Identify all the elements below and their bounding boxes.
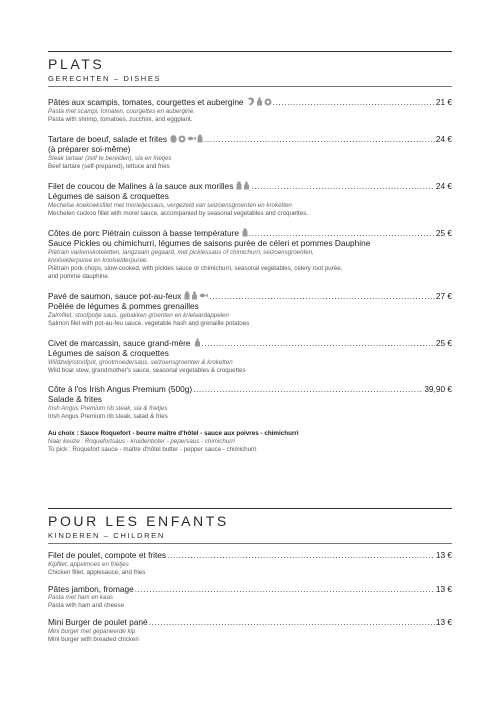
dish-price: 13 € [435,550,452,560]
mustard-icon [178,134,186,146]
dot-leader [135,584,435,595]
kids-dish-item [48,617,452,644]
celery-icon [191,291,198,303]
celery-icon [243,181,250,193]
dish-description-nl: Pasta met scampi, tomaten, courgettes en aubergine. [48,107,195,115]
dish-description-en: Mini burger with breaded chicken [48,635,139,643]
dish-description-nl: Mini burger met gepaneerde kip [48,627,136,635]
dish-name: Mini Burger de poulet pané [48,617,148,627]
dish-description-nl: Steak tartaar (zelf te bereiden), sla en frietjes [48,154,172,162]
dot-leader [149,617,435,628]
choice-fr: Au choix : Sauce Roquefort - beurre maître d'hôtel - sauce aux poivres - chimichurri [48,429,299,437]
celery-icon [256,97,263,109]
dish-row [48,384,452,395]
section-title: PLATS [48,56,105,72]
allergen-icons [242,228,248,240]
dot-leader [167,550,435,561]
dish-price: 21 € [435,97,452,107]
dish-description-nl: Zalmfilet, stoofpotje saus, gebakken groenten en krielaardappelen [48,311,229,319]
dish-item [48,133,452,171]
section-subtitle: GERECHTEN – DISHES [48,74,162,83]
dish-price: 27 € [435,290,452,301]
dish-row [48,617,452,628]
dish-item [48,180,452,218]
dish-row [48,133,452,145]
enfants-section [48,508,452,644]
dish-description-en: Piëtrain pork chops, slow-cooked, with pickles sauce or chimichurri, seasonal vegetables, celery root purée, [48,264,343,272]
subtitle-rule [48,543,452,544]
dish-description-en: Mechelen cuckoo fillet with morel sauce, accompanied by seasonal vegetables and croquettes. [48,209,309,217]
dot-leader [273,97,435,108]
allergen-icons [194,338,201,350]
dish-item [48,227,452,281]
shrimp-icon [247,97,255,109]
dish-description-en: Pasta with shrimp, tomatoes, zucchini, and eggplant. [48,115,193,123]
dish-row [48,180,452,192]
mustard-icon [264,97,272,109]
dish-name: Pavé de saumon, sauce pot-au-feux [48,290,182,301]
dish-description-en: Irish Angus Premium rib steak, salad & fries [48,412,168,420]
dish-description-en: Salmon filet with pot-au-feu sauce, vegetable hash and grenaille potatoes [48,319,250,327]
section-rule [48,51,452,52]
section-title: POUR LES ENFANTS [48,513,229,529]
dish-description-nl: Irish Angus Premium rib steak, sla & frietjes [48,404,168,412]
dish-garnish: Légumes de saison & croquettes [48,348,169,358]
sauce-choice [48,430,452,454]
dish-price: 25 € [435,227,452,238]
milk-icon [236,181,242,193]
dish-description-en: Wild boar stew, grandmother's sauce, seasonal vegetables & croquettes [48,366,246,374]
plats-section [48,51,452,454]
choice-en: To pick : Roquefort sauce - maître d'hôtel butter - pepper sauce - chimichurri [48,445,257,453]
allergen-icons [170,134,203,146]
dish-price: 25 € [435,337,452,348]
dish-garnish: Salade & frites [48,394,102,404]
dish-name: Pâtes jambon, fromage [48,583,134,594]
dish-item [48,96,452,124]
dish-name: Civet de marcassin, sauce grand-mère [48,337,191,348]
dish-description-nl: Piëtrain varkenskoteletten, langzaam gegaard, met picklessaus of chimichurri, seizoensgroenten, [48,248,314,256]
dish-price: 39,90 € [424,383,452,394]
dish-row [48,337,452,349]
dish-row [48,550,452,561]
dish-description-nl: Mechelse koekoeksfilet met morieljessaus, vergezeld van seizoensgroenten en kroketten [48,201,292,209]
celery-icon [194,338,201,350]
dot-leader [209,291,435,302]
section-subtitle: KINDEREN – CHILDREN [48,531,165,540]
dish-row [48,227,452,239]
dish-list [48,96,452,421]
section-rule [48,508,452,509]
dish-item [48,290,452,328]
dish-description-nl: Kipfilet, appelmoes en frietjes [48,560,129,568]
fish-icon [187,134,196,146]
fish-icon [199,291,208,303]
dot-leader [251,181,434,192]
choice-nl: Naar keuze : Roquefortsaus - kruidenboter - pepersaus - chimichurri [48,437,235,445]
allergen-icons [247,97,272,109]
dish-description-nl: Wildzwijnstoofpot, grootmoedersaus, seizoensgroenten & kroketten [48,358,233,366]
kids-dish-item [48,584,452,611]
dish-name: Côtes de porc Piétrain cuisson à basse température [48,227,239,238]
dish-description-en: Pasta with ham and cheese [48,602,125,609]
kids-dish-list [48,550,452,644]
dish-price: 13 € [435,583,452,594]
dish-name: Côte à l'os Irish Angus Premium (500g) [48,383,193,394]
dish-name: Pâtes aux scampis, tomates, courgettes et aubergine [48,97,244,107]
dot-leader [202,338,435,349]
allergen-icons [184,291,208,303]
dish-row [48,290,452,302]
dish-price: 24 € [435,180,452,191]
dish-price: 24 € [435,133,452,144]
dish-garnish: Poêlée de légumes & pommes grenailles [48,301,199,311]
dish-price: 13 € [435,617,452,627]
dish-description-nl: knolselderpuree en knolselderpuree. [48,256,149,264]
dish-garnish: (à préparer soi-même) [48,144,131,154]
dish-name: Filet de coucou de Malines à la sauce aux morilles [48,180,234,191]
dot-leader [204,134,435,145]
kids-dish-item [48,550,452,577]
milk-icon [184,291,190,303]
dish-row [48,584,452,595]
dish-name: Tartare de boeuf, salade et frites [48,133,167,144]
dish-description-nl: Pasta met ham en kaas [48,594,114,601]
dot-leader [193,384,423,395]
milk-icon [197,134,203,146]
dish-item [48,337,452,375]
dish-item [48,384,452,421]
dish-description-en: Chicken fillet, applesauce, and fries [48,568,146,576]
egg-icon [170,134,177,146]
subtitle-rule [48,86,452,87]
dish-row [48,96,452,108]
dish-name: Filet de poulet, compote et frites [48,550,167,560]
dot-leader [249,228,435,239]
dish-description-en: Beef tartare (self-prepared), lettuce and fries [48,162,170,170]
dish-garnish: Légumes de saison & croquettes [48,191,169,201]
dish-description-en: and pomme dauphine. [48,272,110,280]
milk-icon [242,228,248,240]
dish-garnish: Sauce Pickles ou chimichurri, légumes de saisons purée de céleri et pommes Dauphine [48,238,371,248]
allergen-icons [236,181,250,193]
